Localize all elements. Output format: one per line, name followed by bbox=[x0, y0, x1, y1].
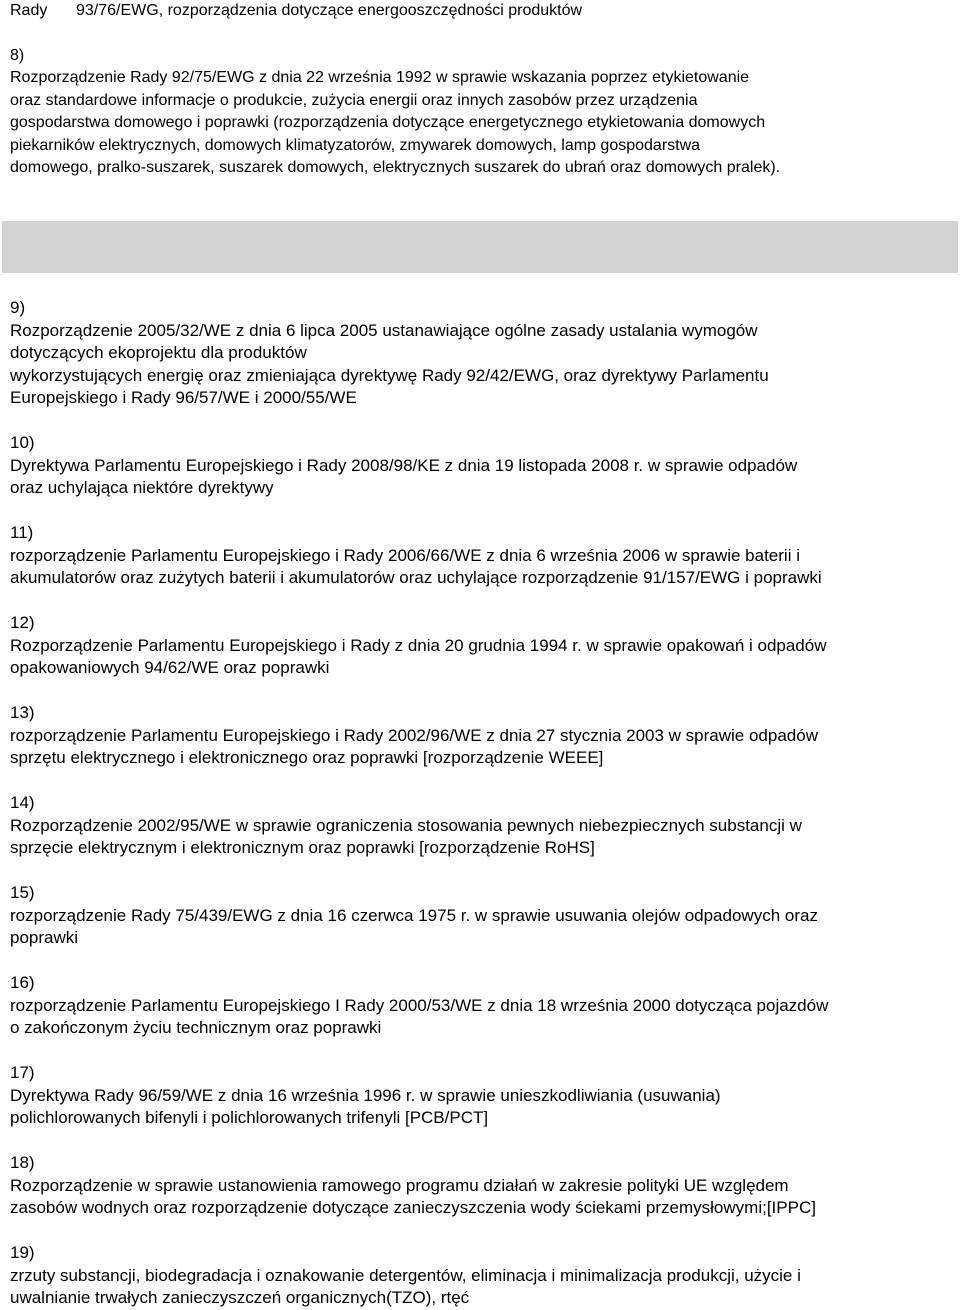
list-item bbox=[10, 522, 955, 590]
item-line: Rozporządzenie 2002/95/WE w sprawie ograniczenia stosowania pewnych niebezpiecznych substancji w bbox=[10, 815, 802, 835]
top-section bbox=[10, 0, 955, 180]
item-line: Rozporządzenie w sprawie ustanowienia ramowego programu działań w zakresie polityki UE względem bbox=[10, 1175, 789, 1195]
item-8-line: piekarników elektrycznych, domowych klimatyzatorów, zmywarek domowych, lamp gospodarstwa bbox=[10, 136, 701, 154]
item-line: rozporządzenie Parlamentu Europejskiego i Rady 2006/66/WE z dnia 6 września 2006 w sprawie baterii i bbox=[10, 545, 800, 565]
list-item bbox=[10, 1152, 955, 1220]
item-line: dotyczących ekoprojektu dla produktów bbox=[10, 343, 307, 362]
item-line: zasobów wodnych oraz rozporządzenie dotyczące zanieczyszczenia wody ściekami przemysłowymi;[IPPC] bbox=[10, 1198, 816, 1217]
item-line: Rozporządzenie 2005/32/WE z dnia 6 lipca 2005 ustanawiające ogólne zasady ustalania wymogów bbox=[10, 320, 758, 340]
item-number: 17) bbox=[10, 1063, 35, 1082]
item-number: 16) bbox=[10, 973, 35, 992]
item-line: opakowaniowych 94/62/WE oraz poprawki bbox=[10, 658, 330, 677]
item-number: 13) bbox=[10, 703, 35, 722]
item-number: 10) bbox=[10, 433, 35, 452]
header-part-a: Rady bbox=[10, 2, 48, 19]
item-line: oraz uchylająca niektóre dyrektywy bbox=[10, 478, 274, 497]
list-item bbox=[10, 1062, 955, 1130]
item-line: rozporządzenie Parlamentu Europejskiego i Rady 2002/96/WE z dnia 27 stycznia 2003 w sprawie odpadów bbox=[10, 725, 818, 745]
item-line: akumulatorów oraz zużytych baterii i akumulatorów oraz uchylające rozporządzenie 91/157/EWG i poprawki bbox=[10, 568, 822, 587]
list-item bbox=[10, 297, 955, 410]
list-item bbox=[10, 882, 955, 950]
item-line: Europejskiego i Rady 96/57/WE i 2000/55/WE bbox=[10, 388, 357, 407]
item-line: uwalnianie trwałych zanieczyszczeń organicznych(TZO), rtęć bbox=[10, 1288, 470, 1307]
gray-divider-band bbox=[2, 221, 958, 273]
item-8-line: Rozporządzenie Rady 92/75/EWG z dnia 22 września 1992 w sprawie wskazania poprzez etykietowanie bbox=[10, 69, 750, 86]
list-item bbox=[10, 702, 955, 770]
item-line: rozporządzenie Rady 75/439/EWG z dnia 16 czerwca 1975 r. w sprawie usuwania olejów odpadowych oraz bbox=[10, 905, 818, 925]
item-8-number: 8) bbox=[10, 46, 25, 64]
entries-list bbox=[10, 297, 955, 1310]
item-number: 11) bbox=[10, 523, 34, 542]
item-line: sprzęcie elektrycznym i elektronicznym oraz poprawki [rozporządzenie RoHS] bbox=[10, 838, 595, 857]
spacer bbox=[10, 23, 955, 45]
list-item bbox=[10, 612, 955, 680]
item-line: o zakończonym życiu technicznym oraz poprawki bbox=[10, 1018, 382, 1037]
item-number: 9) bbox=[10, 298, 26, 317]
item-line: rozporządzenie Parlamentu Europejskiego I Rady 2000/53/WE z dnia 18 września 2000 dotycząca pojazdów bbox=[10, 995, 829, 1015]
item-line: polichlorowanych bifenyli i polichlorowanych trifenyli [PCB/PCT] bbox=[10, 1108, 489, 1127]
list-item bbox=[10, 792, 955, 860]
item-number: 12) bbox=[10, 613, 35, 632]
item-line: sprzętu elektrycznego i elektronicznego oraz poprawki [rozporządzenie WEEE] bbox=[10, 748, 604, 767]
header-line bbox=[10, 0, 955, 23]
header-part-b: 93/76/EWG, rozporządzenia dotyczące energooszczędności produktów bbox=[76, 2, 583, 19]
item-line: poprawki bbox=[10, 928, 79, 947]
item-number: 14) bbox=[10, 793, 35, 812]
item-8-line: oraz standardowe informacje o produkcie, zużycia energii oraz innych zasobów przez urządzenia bbox=[10, 91, 698, 109]
item-line: Rozporządzenie Parlamentu Europejskiego i Rady z dnia 20 grudnia 1994 r. w sprawie opakowań i odpadów bbox=[10, 635, 827, 655]
item-line: wykorzystujących energię oraz zmieniająca dyrektywę Rady 92/42/EWG, oraz dyrektywy Parlamentu bbox=[10, 365, 769, 385]
item-line: Dyrektywa Rady 96/59/WE z dnia 16 września 1996 r. w sprawie unieszkodliwiania (usuwania) bbox=[10, 1085, 721, 1105]
list-item bbox=[10, 1242, 955, 1310]
item-line: zrzuty substancji, biodegradacja i oznakowanie detergentów, eliminacja i minimalizacja produkcji, użycie i bbox=[10, 1265, 801, 1285]
list-item bbox=[10, 972, 955, 1040]
item-number: 15) bbox=[10, 883, 35, 902]
item-8-line: gospodarstwa domowego i poprawki (rozporządzenia dotyczące energetycznego etykietowania domowych bbox=[10, 114, 766, 131]
item-number: 18) bbox=[10, 1153, 35, 1172]
item-line: Dyrektywa Parlamentu Europejskiego i Rady 2008/98/KE z dnia 19 listopada 2008 r. w sprawie odpadów bbox=[10, 455, 798, 475]
item-8-line: domowego, pralko-suszarek, suszarek domowych, elektrycznych suszarek do ubrań oraz domowych pralek). bbox=[10, 159, 781, 176]
item-number: 19) bbox=[10, 1243, 35, 1262]
list-item bbox=[10, 432, 955, 500]
